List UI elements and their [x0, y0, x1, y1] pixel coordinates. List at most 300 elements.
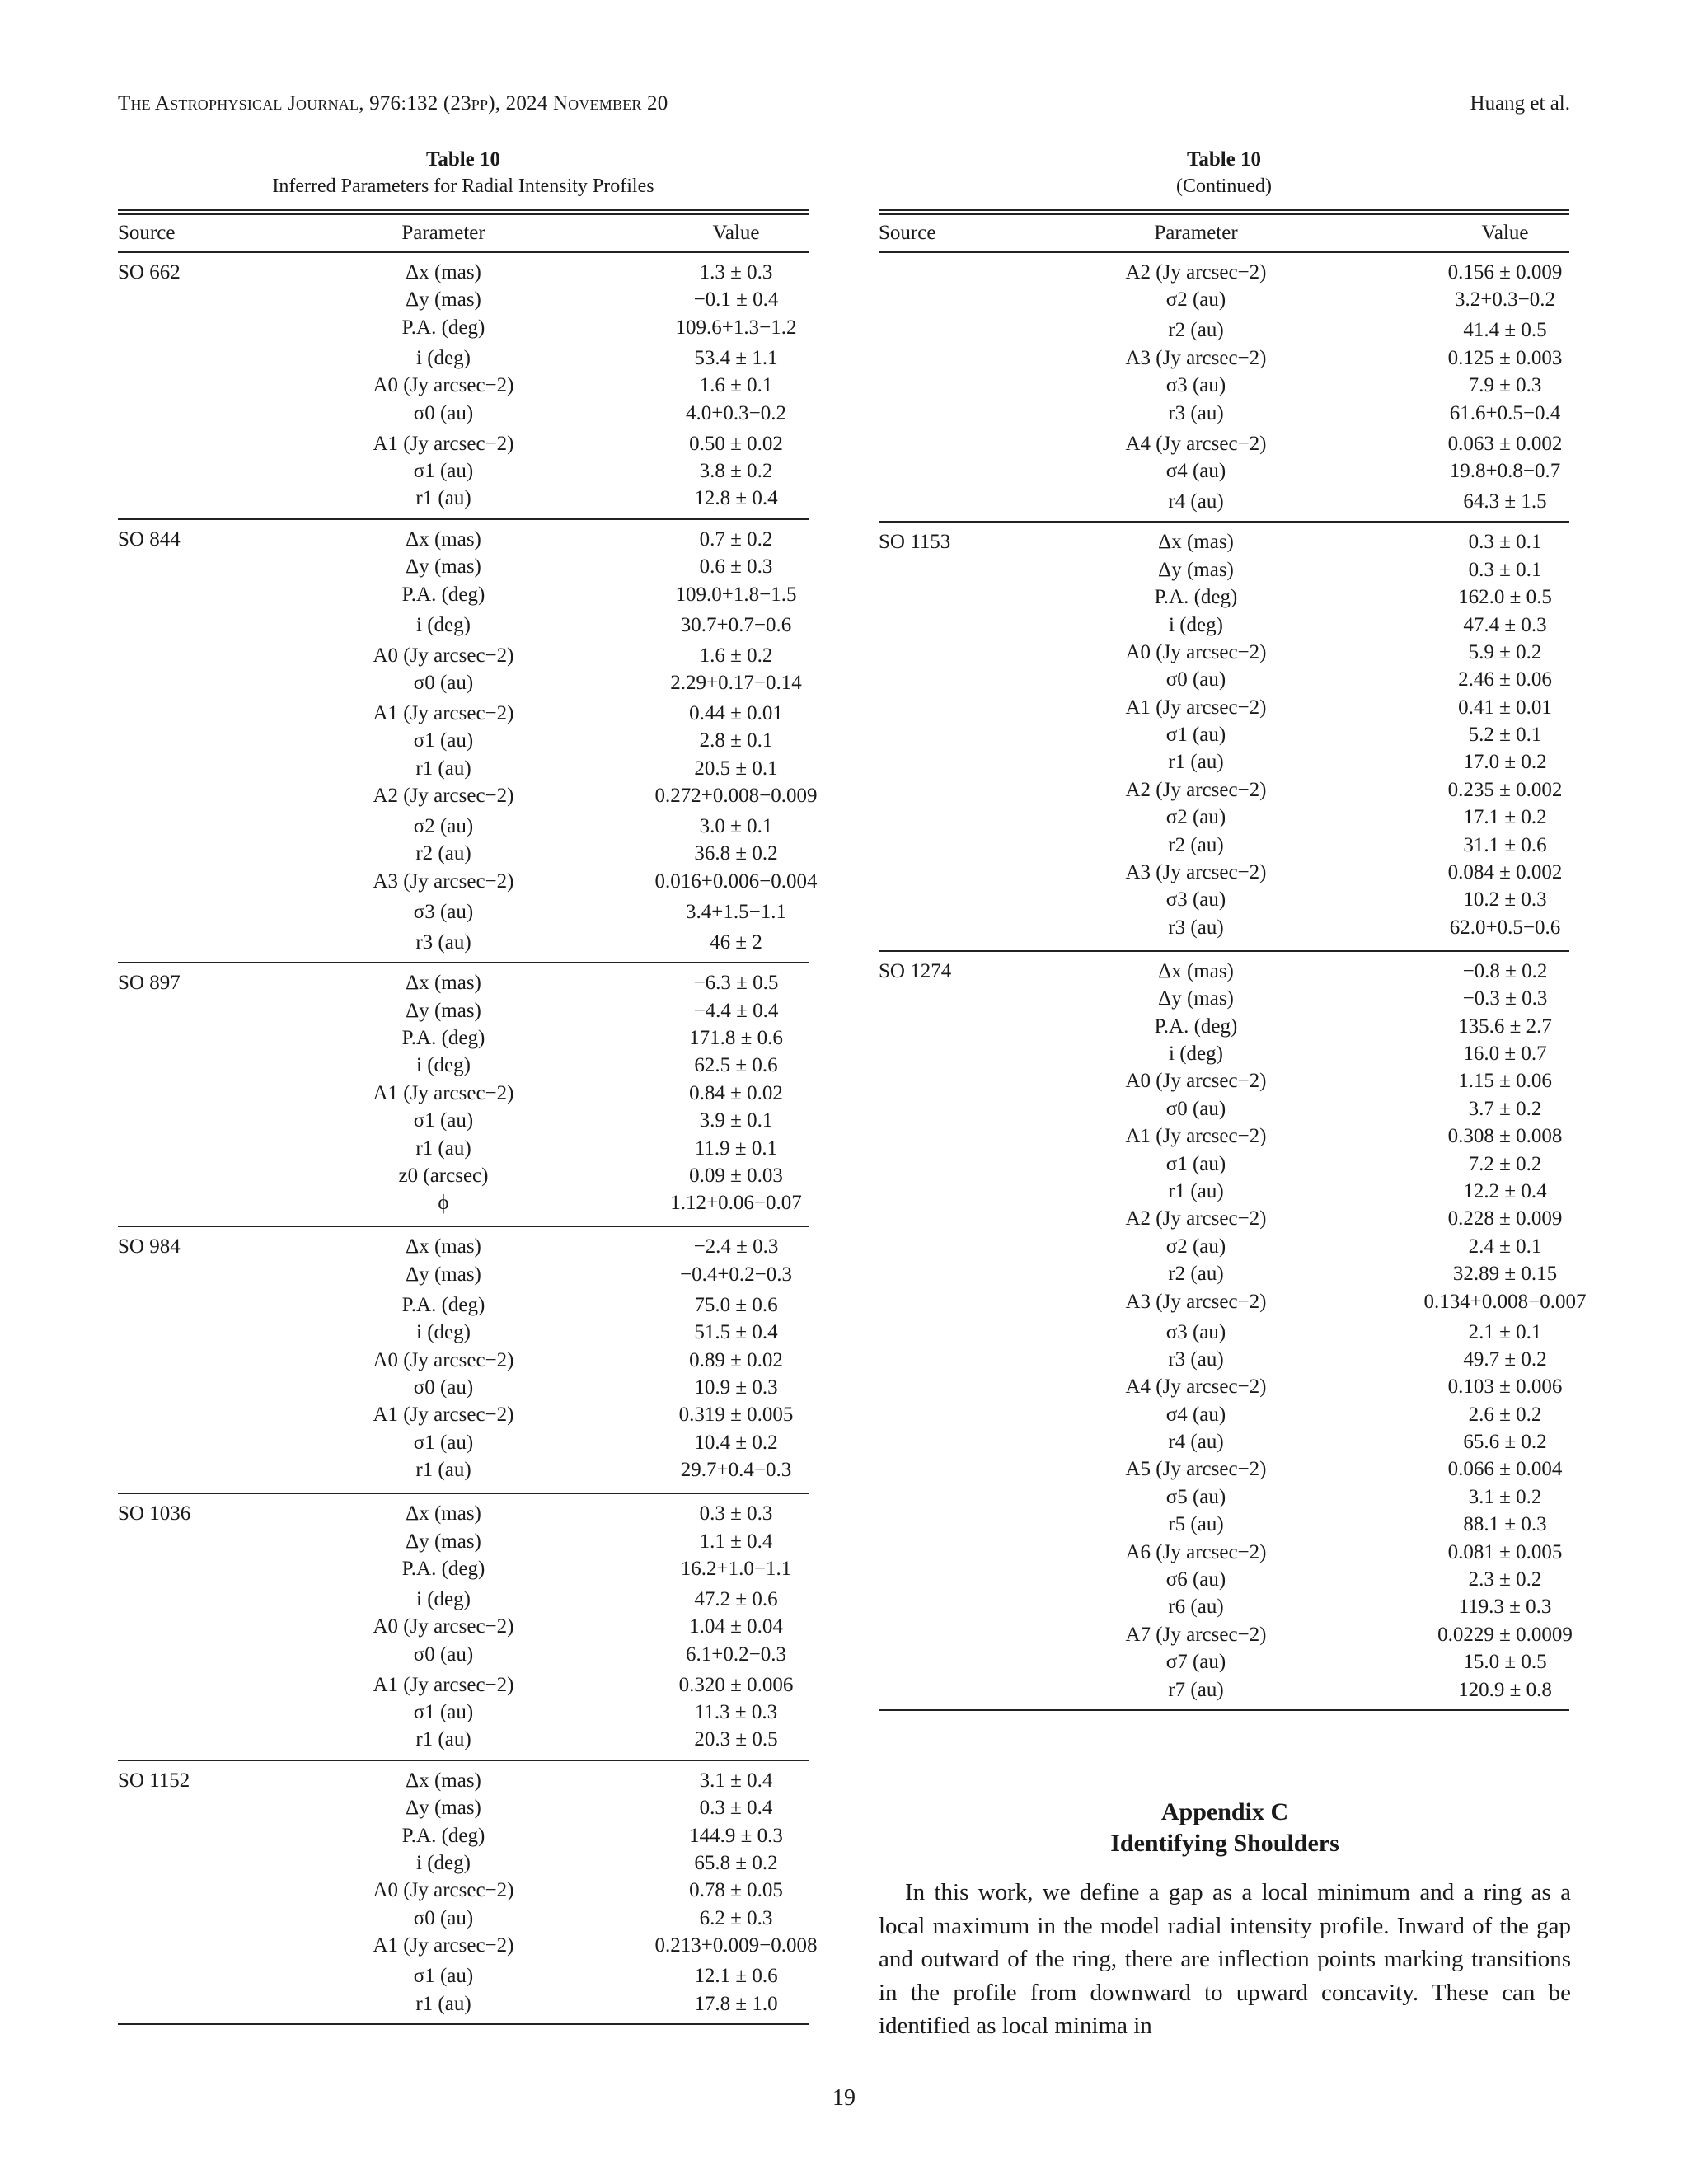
value-cell: 135.6 ± 2.7	[1458, 1015, 1552, 1038]
parameter-cell: σ3 (au)	[1165, 374, 1226, 397]
table-row	[118, 1849, 809, 1877]
parameter-cell: r1 (au)	[415, 1137, 471, 1160]
table-subtitle: (Continued)	[1176, 176, 1272, 197]
value-cell: 10.2 ± 0.3	[1463, 888, 1547, 912]
parameter-cell: ϕ	[438, 1192, 449, 1215]
table-row	[879, 528, 1569, 555]
parameter-cell: σ1 (au)	[413, 459, 474, 482]
table-row	[118, 1555, 809, 1586]
value-cell: 1.6 ± 0.2	[699, 644, 773, 667]
table-row	[879, 1178, 1569, 1205]
table-row	[879, 639, 1569, 666]
table-row	[118, 1822, 809, 1849]
value-cell: 0.228 ± 0.009	[1447, 1207, 1563, 1230]
value-cell: 31.1 ± 0.6	[1463, 833, 1547, 856]
value-cell: 12.1 ± 0.6	[694, 1965, 778, 1988]
source-name: SO 662	[118, 261, 181, 284]
table-row	[118, 1794, 809, 1821]
table-row	[879, 612, 1569, 639]
parameter-cell: A1 (Jy arcsec−2)	[1125, 696, 1267, 719]
appendix-title: Identifying Shoulders	[1110, 1830, 1339, 1857]
value-cell: 0.7 ± 0.2	[699, 527, 773, 551]
value-cell: 2.29+0.17−0.14	[670, 671, 802, 694]
value-cell: 62.5 ± 0.6	[694, 1054, 778, 1077]
source-name: SO 984	[118, 1235, 181, 1258]
parameter-cell: σ0 (au)	[413, 401, 474, 424]
table-row	[879, 1511, 1569, 1538]
table-row	[118, 898, 809, 929]
parameter-cell: A0 (Jy arcsec−2)	[1125, 640, 1267, 663]
parameter-cell: r1 (au)	[1168, 751, 1224, 774]
parameter-cell: σ2 (au)	[1165, 806, 1226, 829]
value-cell: −0.4+0.2−0.3	[679, 1263, 793, 1286]
table-top-rule	[879, 209, 1569, 215]
value-cell: 64.3 ± 1.5	[1463, 490, 1547, 513]
value-cell: 2.3 ± 0.2	[1468, 1568, 1542, 1591]
value-cell: 7.2 ± 0.2	[1468, 1152, 1542, 1175]
col-header-parameter: Parameter	[1154, 222, 1238, 244]
value-cell: 0.320 ± 0.006	[678, 1673, 794, 1696]
value-cell: 5.9 ± 0.2	[1468, 640, 1542, 663]
table-row	[879, 721, 1569, 748]
parameter-cell: σ0 (au)	[1165, 668, 1226, 691]
value-cell: 0.156 ± 0.009	[1447, 261, 1563, 284]
table-row	[118, 1401, 809, 1428]
value-cell: 65.6 ± 0.2	[1463, 1431, 1547, 1454]
value-cell: 3.9 ± 0.1	[699, 1109, 773, 1132]
parameter-cell: σ7 (au)	[1165, 1651, 1226, 1674]
parameter-cell: σ3 (au)	[1165, 888, 1226, 912]
value-cell: 53.4 ± 1.1	[694, 346, 778, 369]
value-cell: −0.8 ± 0.2	[1462, 959, 1548, 982]
source-group	[118, 963, 809, 1227]
value-cell: 120.9 ± 0.8	[1458, 1678, 1552, 1701]
table-row	[879, 1648, 1569, 1675]
value-cell: 0.09 ± 0.03	[689, 1164, 783, 1187]
table-title: Table 10	[425, 148, 501, 171]
parameter-cell: A2 (Jy arcsec−2)	[1125, 1207, 1267, 1230]
source-group	[879, 523, 1569, 951]
parameter-cell: σ2 (au)	[1165, 288, 1226, 312]
table-header	[118, 215, 809, 251]
parameter-cell: P.A. (deg)	[401, 1824, 485, 1847]
value-cell: 1.1 ± 0.4	[699, 1530, 773, 1553]
value-cell: 3.1 ± 0.4	[699, 1769, 773, 1792]
table-row	[118, 727, 809, 754]
value-cell: 36.8 ± 0.2	[694, 842, 778, 865]
parameter-cell: A5 (Jy arcsec−2)	[1125, 1458, 1267, 1481]
value-cell: 0.016+0.006−0.004	[654, 869, 818, 893]
value-cell: 144.9 ± 0.3	[689, 1824, 783, 1847]
value-cell: 0.3 ± 0.3	[699, 1502, 773, 1526]
table-row	[879, 372, 1569, 399]
value-cell: 3.4+1.5−1.1	[686, 900, 786, 923]
parameter-cell: i (deg)	[416, 1852, 471, 1875]
parameter-cell: r3 (au)	[1168, 916, 1224, 939]
table-row	[879, 1346, 1569, 1373]
value-cell: 162.0 ± 0.5	[1458, 586, 1552, 609]
value-cell: 109.6+1.3−1.2	[675, 316, 797, 339]
appendix-paragraph: In this work, we define a gap as a local minimum and a ring as a local maximum in the model radial intensity profile. Inward of the gap and outward of the ring, there are inflection points marking transitions in the profile from downward to upward concavity. These can be identified as local minima in	[879, 1879, 1571, 2039]
table-row	[118, 1052, 809, 1079]
value-cell: −0.1 ± 0.4	[693, 288, 779, 312]
value-cell: 16.0 ± 0.7	[1463, 1042, 1547, 1065]
table-row	[879, 1593, 1569, 1620]
table-row	[879, 259, 1569, 286]
source-name: SO 1036	[118, 1502, 191, 1526]
source-group	[879, 952, 1587, 1711]
parameter-cell: P.A. (deg)	[401, 1293, 485, 1316]
parameter-cell: r1 (au)	[415, 487, 471, 510]
parameter-cell: i (deg)	[416, 1054, 471, 1077]
table-row	[879, 1122, 1569, 1150]
table-row	[118, 400, 809, 430]
parameter-cell: r3 (au)	[415, 930, 471, 954]
parameter-cell: Δy (mas)	[1158, 558, 1234, 581]
table-row	[118, 344, 809, 372]
table-row	[118, 1990, 809, 2018]
value-cell: 109.0+1.8−1.5	[675, 583, 797, 606]
parameter-cell: A1 (Jy arcsec−2)	[373, 1673, 514, 1696]
value-cell: 16.2+1.0−1.1	[680, 1557, 792, 1580]
parameter-cell: Δy (mas)	[406, 999, 481, 1022]
value-cell: 7.9 ± 0.3	[1468, 374, 1542, 397]
value-cell: 3.7 ± 0.2	[1468, 1097, 1542, 1120]
table-row	[118, 1233, 809, 1260]
source-group	[118, 253, 809, 520]
value-cell: 11.9 ± 0.1	[694, 1137, 778, 1160]
value-cell: −6.3 ± 0.5	[693, 972, 779, 995]
running-authors: Huang et al.	[1470, 92, 1570, 115]
table-row	[879, 859, 1569, 886]
parameter-cell: r5 (au)	[1168, 1513, 1224, 1536]
parameter-cell: σ1 (au)	[413, 1965, 474, 1988]
parameter-cell: P.A. (deg)	[401, 1557, 485, 1580]
parameter-cell: σ1 (au)	[413, 1431, 474, 1454]
value-cell: 0.134+0.008−0.007	[1423, 1290, 1587, 1313]
table-row	[118, 1261, 809, 1291]
value-cell: 0.272+0.008−0.009	[654, 785, 818, 808]
parameter-cell: σ0 (au)	[413, 1376, 474, 1399]
parameter-cell: r2 (au)	[1168, 319, 1224, 342]
table-row	[118, 1429, 809, 1456]
parameter-cell: i (deg)	[416, 1587, 471, 1610]
table-row	[879, 430, 1569, 457]
table-row	[879, 556, 1569, 583]
table-row	[118, 1080, 809, 1107]
col-header-source: Source	[118, 222, 176, 244]
parameter-cell: r1 (au)	[415, 1992, 471, 2015]
source-name: SO 897	[118, 972, 181, 995]
value-cell: 88.1 ± 0.3	[1463, 1513, 1547, 1536]
parameter-cell: Δx (mas)	[406, 972, 481, 995]
value-cell: 12.8 ± 0.4	[694, 487, 778, 510]
table-row	[118, 700, 809, 727]
value-cell: 2.4 ± 0.1	[1468, 1235, 1542, 1258]
parameter-cell: Δx (mas)	[406, 527, 481, 551]
value-cell: 5.2 ± 0.1	[1468, 724, 1542, 747]
table-row	[879, 1428, 1569, 1455]
parameter-cell: i (deg)	[1169, 613, 1223, 636]
parameter-cell: i (deg)	[416, 1321, 471, 1344]
table-row	[118, 868, 818, 898]
parameter-cell: A2 (Jy arcsec−2)	[373, 785, 514, 808]
col-header-parameter: Parameter	[401, 222, 485, 244]
parameter-cell: σ0 (au)	[1165, 1097, 1226, 1120]
table-row	[118, 1726, 809, 1753]
value-cell: 62.0+0.5−0.6	[1449, 916, 1561, 939]
table-row	[879, 748, 1569, 776]
table-row	[118, 1641, 809, 1671]
parameter-cell: r6 (au)	[1168, 1596, 1224, 1619]
table-row	[879, 286, 1569, 316]
value-cell: 15.0 ± 0.5	[1463, 1651, 1547, 1674]
table-row	[879, 804, 1569, 831]
table-row	[879, 400, 1569, 430]
parameter-cell: r3 (au)	[1168, 401, 1224, 424]
value-cell: 65.8 ± 0.2	[694, 1852, 778, 1875]
parameter-cell: z0 (arcsec)	[398, 1164, 489, 1187]
value-cell: 1.12+0.06−0.07	[670, 1192, 802, 1215]
parameter-cell: Δx (mas)	[1158, 531, 1234, 554]
source-name: SO 1274	[879, 959, 952, 982]
table-row	[879, 488, 1569, 515]
parameter-cell: σ1 (au)	[413, 1109, 474, 1132]
table-row	[118, 581, 809, 612]
value-cell: 1.6 ± 0.1	[699, 374, 773, 397]
table-10-left	[118, 147, 818, 2025]
table-row	[118, 1374, 809, 1401]
value-cell: 47.4 ± 0.3	[1463, 613, 1547, 636]
parameter-cell: A2 (Jy arcsec−2)	[1125, 261, 1267, 284]
parameter-cell: P.A. (deg)	[401, 1027, 485, 1050]
table-row	[118, 669, 809, 700]
value-cell: 75.0 ± 0.6	[694, 1293, 778, 1316]
table-row	[879, 694, 1569, 721]
parameter-cell: A1 (Jy arcsec−2)	[373, 1934, 514, 1957]
table-top-rule	[118, 209, 809, 215]
table-row	[879, 886, 1569, 913]
parameter-cell: σ1 (au)	[1165, 1152, 1226, 1175]
value-cell: 46 ± 2	[710, 930, 762, 954]
table-row	[118, 372, 809, 399]
parameter-cell: P.A. (deg)	[1154, 586, 1238, 609]
value-cell: 1.15 ± 0.06	[1458, 1070, 1552, 1093]
table-row	[118, 813, 809, 840]
value-cell: 1.3 ± 0.3	[699, 261, 773, 284]
value-cell: 17.0 ± 0.2	[1463, 751, 1547, 774]
table-row	[879, 985, 1569, 1012]
table-row	[118, 1528, 809, 1555]
table-row	[879, 1151, 1569, 1178]
value-cell: 171.8 ± 0.6	[689, 1027, 783, 1050]
parameter-cell: A2 (Jy arcsec−2)	[1125, 778, 1267, 801]
value-cell: 19.8+0.8−0.7	[1449, 459, 1561, 482]
value-cell: 51.5 ± 0.4	[694, 1321, 778, 1344]
table-row	[118, 430, 809, 457]
parameter-cell: r1 (au)	[1168, 1179, 1224, 1202]
value-cell: 32.89 ± 0.15	[1452, 1263, 1558, 1286]
parameter-cell: A3 (Jy arcsec−2)	[1125, 346, 1267, 369]
parameter-cell: A1 (Jy arcsec−2)	[1125, 1125, 1267, 1148]
value-cell: 0.084 ± 0.002	[1447, 861, 1563, 884]
value-cell: 0.319 ± 0.005	[678, 1404, 794, 1427]
parameter-cell: r1 (au)	[415, 1459, 471, 1482]
parameter-cell: σ4 (au)	[1165, 459, 1226, 482]
parameter-cell: σ2 (au)	[413, 815, 474, 838]
value-cell: 2.8 ± 0.1	[699, 729, 773, 752]
parameter-cell: Δx (mas)	[406, 1235, 481, 1258]
value-cell: 0.081 ± 0.005	[1447, 1540, 1563, 1563]
appendix-label: Appendix C	[1160, 1798, 1289, 1825]
value-cell: 0.6 ± 0.3	[699, 555, 773, 579]
table-row	[118, 1319, 809, 1346]
table-row	[118, 997, 809, 1024]
table-subtitle: Inferred Parameters for Radial Intensity Profiles	[272, 176, 654, 197]
table-row	[879, 1621, 1573, 1648]
col-header-source: Source	[879, 222, 936, 244]
parameter-cell: A4 (Jy arcsec−2)	[1125, 1376, 1267, 1399]
table-row	[118, 1932, 818, 1962]
value-cell: 0.3 ± 0.4	[699, 1797, 773, 1820]
parameter-cell: A1 (Jy arcsec−2)	[373, 1404, 514, 1427]
parameter-cell: A4 (Jy arcsec−2)	[1125, 432, 1267, 455]
value-cell: 0.84 ± 0.02	[689, 1081, 783, 1104]
parameter-cell: Δx (mas)	[406, 1769, 481, 1792]
value-cell: 0.78 ± 0.05	[689, 1879, 783, 1902]
table-row	[879, 776, 1569, 804]
value-cell: −2.4 ± 0.3	[693, 1235, 779, 1258]
parameter-cell: A0 (Jy arcsec−2)	[373, 1348, 514, 1371]
parameter-cell: σ0 (au)	[413, 1906, 474, 1929]
parameter-cell: σ1 (au)	[1165, 724, 1226, 747]
parameter-cell: σ4 (au)	[1165, 1403, 1226, 1426]
parameter-cell: σ1 (au)	[413, 729, 474, 752]
table-row	[879, 1539, 1569, 1566]
table-row	[118, 1189, 809, 1220]
parameter-cell: σ0 (au)	[413, 671, 474, 694]
table-row	[118, 1162, 809, 1189]
parameter-cell: A1 (Jy arcsec−2)	[373, 432, 514, 455]
table-row	[879, 1288, 1587, 1319]
value-cell: 20.5 ± 0.1	[694, 757, 778, 780]
value-cell: 3.8 ± 0.2	[699, 459, 773, 482]
value-cell: 47.2 ± 0.6	[694, 1587, 778, 1610]
value-cell: 1.04 ± 0.04	[689, 1615, 783, 1638]
table-row	[118, 929, 809, 956]
table-row	[118, 1767, 809, 1794]
table-row	[118, 642, 809, 669]
source-name: SO 844	[118, 527, 181, 551]
table-row	[118, 1347, 809, 1374]
table-row	[118, 1962, 809, 1990]
value-cell: 119.3 ± 0.3	[1458, 1596, 1552, 1619]
table-row	[118, 1877, 809, 1904]
table-row	[879, 1676, 1569, 1704]
table-row	[118, 612, 809, 642]
parameter-cell: P.A. (deg)	[401, 583, 485, 606]
parameter-cell: A0 (Jy arcsec−2)	[1125, 1070, 1267, 1093]
parameter-cell: r4 (au)	[1168, 490, 1224, 513]
parameter-cell: σ0 (au)	[413, 1643, 474, 1666]
table-row	[879, 316, 1569, 344]
parameter-cell: r2 (au)	[1168, 833, 1224, 856]
parameter-cell: σ3 (au)	[413, 900, 474, 923]
parameter-cell: r3 (au)	[1168, 1347, 1224, 1371]
table-row	[118, 314, 809, 344]
value-cell: 2.46 ± 0.06	[1458, 668, 1552, 691]
table-row	[879, 1373, 1569, 1400]
page-number: 19	[832, 2085, 856, 2111]
parameter-cell: A3 (Jy arcsec−2)	[1125, 861, 1267, 884]
table-row	[118, 840, 809, 867]
parameter-cell: r1 (au)	[415, 1728, 471, 1751]
table-row	[879, 1013, 1569, 1040]
parameter-cell: Δx (mas)	[1158, 959, 1234, 982]
value-cell: 20.3 ± 0.5	[694, 1728, 778, 1751]
table-row	[879, 914, 1569, 944]
table-row	[118, 1024, 809, 1052]
value-cell: 12.2 ± 0.4	[1463, 1179, 1547, 1202]
source-name: SO 1152	[118, 1769, 190, 1792]
parameter-cell: σ3 (au)	[1165, 1320, 1226, 1343]
table-row	[879, 1095, 1569, 1122]
parameter-cell: i (deg)	[416, 613, 471, 636]
value-cell: 6.1+0.2−0.3	[686, 1643, 786, 1666]
source-group	[118, 1761, 818, 2025]
parameter-cell: r2 (au)	[1168, 1263, 1224, 1286]
value-cell: 0.0229 ± 0.0009	[1437, 1623, 1573, 1646]
table-row	[118, 553, 809, 580]
table-row	[879, 1233, 1569, 1260]
table-row	[118, 1456, 809, 1487]
source-group	[879, 253, 1569, 523]
parameter-cell: Δy (mas)	[1158, 987, 1234, 1010]
col-header-value: Value	[712, 222, 760, 244]
parameter-cell: σ1 (au)	[413, 1701, 474, 1724]
parameter-cell: A7 (Jy arcsec−2)	[1125, 1623, 1267, 1646]
table-row	[118, 1586, 809, 1613]
value-cell: 10.4 ± 0.2	[694, 1431, 778, 1454]
parameter-cell: r4 (au)	[1168, 1431, 1224, 1454]
table-row	[118, 1699, 809, 1726]
parameter-cell: A0 (Jy arcsec−2)	[373, 1879, 514, 1902]
table-row	[118, 1135, 809, 1162]
parameter-cell: A1 (Jy arcsec−2)	[373, 701, 514, 724]
table-10-right	[879, 147, 1587, 1711]
value-cell: 0.89 ± 0.02	[689, 1348, 783, 1371]
col-header-value: Value	[1481, 222, 1529, 244]
table-row	[118, 1500, 809, 1527]
table-header	[879, 215, 1569, 251]
table-row	[118, 1291, 809, 1319]
table-row	[118, 485, 809, 512]
table-title: Table 10	[1186, 148, 1262, 171]
table-row	[118, 1671, 809, 1699]
value-cell: 0.213+0.009−0.008	[654, 1934, 818, 1957]
table-row	[879, 832, 1569, 859]
value-cell: 11.3 ± 0.3	[694, 1701, 778, 1724]
parameter-cell: A0 (Jy arcsec−2)	[373, 1615, 514, 1638]
parameter-cell: A0 (Jy arcsec−2)	[373, 374, 514, 397]
parameter-cell: r7 (au)	[1168, 1678, 1224, 1701]
value-cell: 0.066 ± 0.004	[1447, 1458, 1563, 1481]
table-row	[118, 1107, 809, 1134]
appendix-c	[879, 1797, 1571, 2043]
table-row	[118, 969, 809, 996]
value-cell: 0.50 ± 0.02	[689, 432, 783, 455]
parameter-cell: Δy (mas)	[406, 1797, 481, 1820]
